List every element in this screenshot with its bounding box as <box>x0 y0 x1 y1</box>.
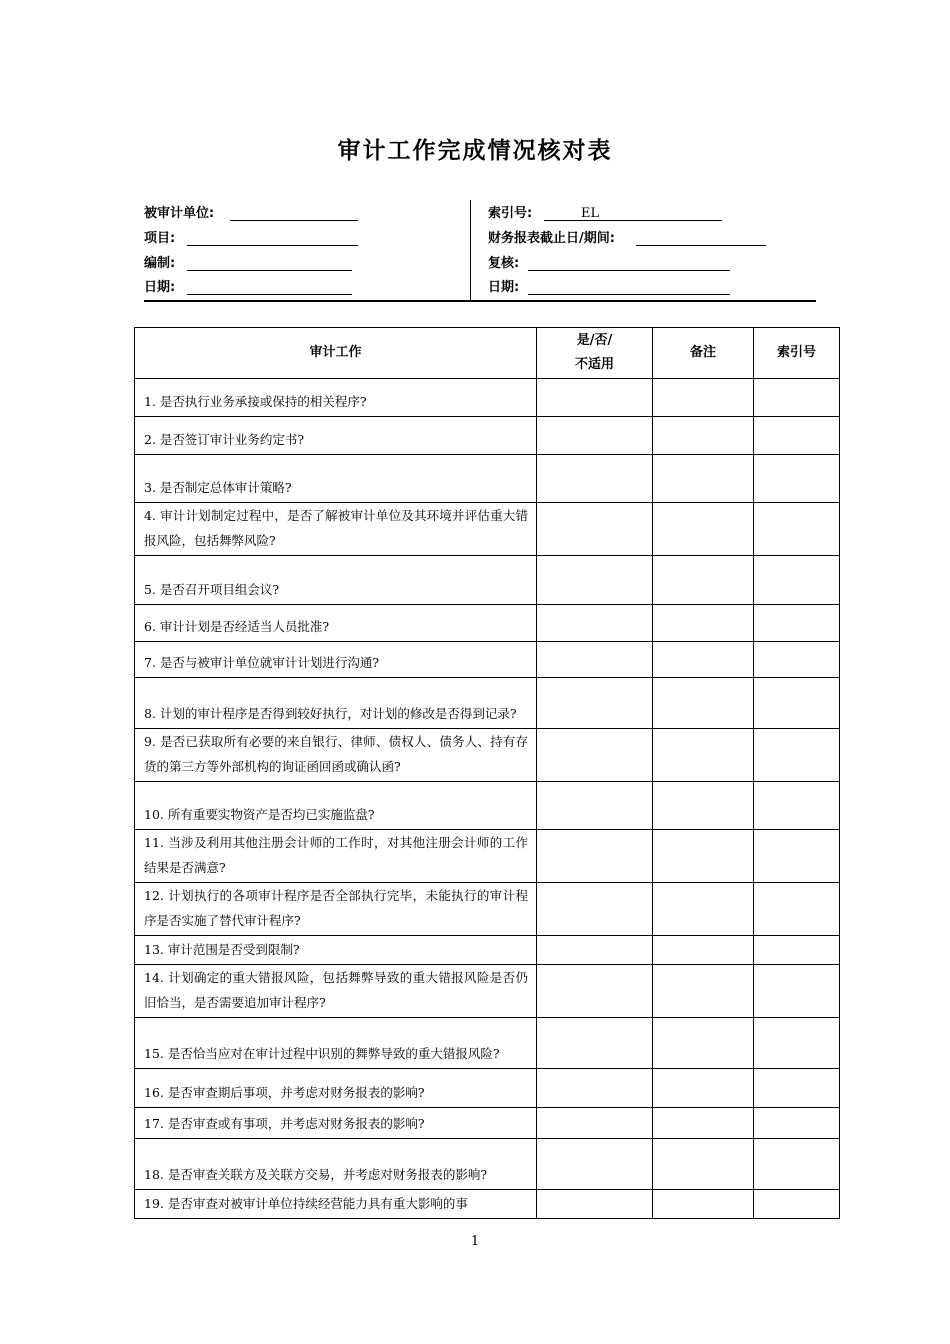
row-text: 9. 是否已获取所有必要的来自银行、律师、债权人、债务人、持有存货的第三方等外部机构的询证函回函或确认函? <box>135 729 537 782</box>
cell-remarks[interactable] <box>653 1139 754 1190</box>
cell-remarks[interactable] <box>653 965 754 1018</box>
field-label: 日期: <box>144 280 176 295</box>
input-line[interactable] <box>187 294 352 295</box>
table-row <box>135 503 840 556</box>
field-report-period <box>488 229 615 249</box>
field-reviewed-by <box>488 254 519 274</box>
cell-index[interactable] <box>754 678 840 729</box>
table-row <box>135 642 840 678</box>
cell-index[interactable] <box>754 455 840 503</box>
cell-remarks[interactable] <box>653 936 754 965</box>
table-row <box>135 782 840 830</box>
cell-index[interactable] <box>754 729 840 782</box>
cell-yes-no[interactable] <box>537 1139 653 1190</box>
cell-yes-no[interactable] <box>537 729 653 782</box>
cell-index[interactable] <box>754 605 840 642</box>
cell-index[interactable] <box>754 782 840 830</box>
field-label: 被审计单位: <box>144 206 215 221</box>
cell-remarks[interactable] <box>653 729 754 782</box>
cell-remarks[interactable] <box>653 883 754 936</box>
row-text: 1. 是否执行业务承接或保持的相关程序? <box>135 379 537 417</box>
row-text: 19. 是否审查对被审计单位持续经营能力具有重大影响的事 <box>135 1190 537 1219</box>
table-row <box>135 729 840 782</box>
cell-yes-no[interactable] <box>537 379 653 417</box>
col-header-yes-no-line1: 是/否/ <box>576 333 613 348</box>
table-row <box>135 1139 840 1190</box>
cell-yes-no[interactable] <box>537 1069 653 1108</box>
table-row <box>135 379 840 417</box>
cell-yes-no[interactable] <box>537 1190 653 1219</box>
table-row <box>135 417 840 455</box>
cell-yes-no[interactable] <box>537 678 653 729</box>
field-audited-unit <box>144 204 214 224</box>
cell-yes-no[interactable] <box>537 936 653 965</box>
input-line[interactable] <box>528 294 730 295</box>
field-label: 日期: <box>488 280 520 295</box>
cell-yes-no[interactable] <box>537 503 653 556</box>
row-text: 5. 是否召开项目组会议? <box>135 556 537 605</box>
cell-index[interactable] <box>754 642 840 678</box>
cell-index[interactable] <box>754 1069 840 1108</box>
input-line[interactable] <box>528 270 730 271</box>
table-row <box>135 883 840 936</box>
audit-checklist-table <box>134 327 840 1219</box>
row-text: 14. 计划确定的重大错报风险，包括舞弊导致的重大错报风险是否仍旧恰当，是否需要追加审计程序? <box>135 965 537 1018</box>
table-row <box>135 678 840 729</box>
cell-index[interactable] <box>754 556 840 605</box>
table-row <box>135 1069 840 1108</box>
cell-remarks[interactable] <box>653 678 754 729</box>
row-text: 16. 是否审查期后事项，并考虑对财务报表的影响? <box>135 1069 537 1108</box>
cell-index[interactable] <box>754 965 840 1018</box>
cell-remarks[interactable] <box>653 417 754 455</box>
col-header-yes-no-na <box>537 328 653 379</box>
row-text: 10. 所有重要实物资产是否均已实施监盘? <box>135 782 537 830</box>
cell-index[interactable] <box>754 1108 840 1139</box>
page-title: 审计工作完成情况核对表 <box>337 138 613 164</box>
cell-index[interactable] <box>754 379 840 417</box>
field-label: 复核: <box>488 256 520 271</box>
cell-remarks[interactable] <box>653 642 754 678</box>
cell-remarks[interactable] <box>653 782 754 830</box>
table-row <box>135 556 840 605</box>
cell-remarks[interactable] <box>653 556 754 605</box>
cell-remarks[interactable] <box>653 1069 754 1108</box>
cell-index[interactable] <box>754 417 840 455</box>
row-text: 18. 是否审查关联方及关联方交易，并考虑对财务报表的影响? <box>135 1139 537 1190</box>
field-date-left <box>144 278 175 298</box>
input-line[interactable] <box>636 245 766 246</box>
page-number: 1 <box>470 1234 480 1249</box>
header-divider <box>470 200 471 300</box>
cell-index[interactable] <box>754 830 840 883</box>
field-date-right <box>488 278 519 298</box>
cell-remarks[interactable] <box>653 1190 754 1219</box>
field-label: 索引号: <box>488 206 533 221</box>
cell-yes-no[interactable] <box>537 782 653 830</box>
row-text: 17. 是否审查或有事项，并考虑对财务报表的影响? <box>135 1108 537 1139</box>
field-project <box>144 229 175 249</box>
cell-index[interactable] <box>754 1190 840 1219</box>
row-text: 4. 审计计划制定过程中，是否了解被审计单位及其环境并评估重大错报风险，包括舞弊风险? <box>135 503 537 556</box>
input-line[interactable] <box>230 220 358 221</box>
cell-remarks[interactable] <box>653 503 754 556</box>
input-line[interactable] <box>544 220 722 221</box>
field-label: 财务报表截止日/期间: <box>488 231 615 246</box>
cell-yes-no[interactable] <box>537 605 653 642</box>
table-row <box>135 455 840 503</box>
field-prepared-by <box>144 254 175 274</box>
field-label: 项目: <box>144 231 176 246</box>
table-header-row <box>135 328 840 379</box>
cell-index[interactable] <box>754 1139 840 1190</box>
cell-yes-no[interactable] <box>537 830 653 883</box>
table-row <box>135 965 840 1018</box>
cell-yes-no[interactable] <box>537 556 653 605</box>
cell-remarks[interactable] <box>653 455 754 503</box>
cell-yes-no[interactable] <box>537 642 653 678</box>
cell-index[interactable] <box>754 936 840 965</box>
cell-remarks[interactable] <box>653 1018 754 1069</box>
cell-yes-no[interactable] <box>537 417 653 455</box>
field-label: 编制: <box>144 256 176 271</box>
table-row <box>135 605 840 642</box>
cell-index[interactable] <box>754 503 840 556</box>
col-header-audit-work: 审计工作 <box>135 328 537 379</box>
field-index-number <box>488 204 600 224</box>
table-row <box>135 1108 840 1139</box>
row-text: 8. 计划的审计程序是否得到较好执行，对计划的修改是否得到记录? <box>135 678 537 729</box>
col-header-index: 索引号 <box>754 328 840 379</box>
row-text: 3. 是否制定总体审计策略? <box>135 455 537 503</box>
cell-yes-no[interactable] <box>537 455 653 503</box>
row-text: 7. 是否与被审计单位就审计计划进行沟通? <box>135 642 537 678</box>
table-row <box>135 1190 840 1219</box>
table-row <box>135 830 840 883</box>
cell-remarks[interactable] <box>653 379 754 417</box>
cell-index[interactable] <box>754 1018 840 1069</box>
col-header-yes-no-line2: 不适用 <box>574 357 614 372</box>
cell-remarks[interactable] <box>653 605 754 642</box>
header-info <box>144 200 816 302</box>
table-row <box>135 1018 840 1069</box>
input-line[interactable] <box>187 270 352 271</box>
field-value: EL <box>581 206 600 221</box>
row-text: 2. 是否签订审计业务约定书? <box>135 417 537 455</box>
cell-yes-no[interactable] <box>537 1018 653 1069</box>
table-row <box>135 936 840 965</box>
cell-yes-no[interactable] <box>537 1108 653 1139</box>
row-text: 12. 计划执行的各项审计程序是否全部执行完毕，未能执行的审计程序是否实施了替代审计程序? <box>135 883 537 936</box>
cell-yes-no[interactable] <box>537 965 653 1018</box>
row-text: 13. 审计范围是否受到限制? <box>135 936 537 965</box>
cell-remarks[interactable] <box>653 1108 754 1139</box>
row-text: 11. 当涉及利用其他注册会计师的工作时，对其他注册会计师的工作结果是否满意? <box>135 830 537 883</box>
cell-remarks[interactable] <box>653 830 754 883</box>
cell-yes-no[interactable] <box>537 883 653 936</box>
input-line[interactable] <box>187 245 358 246</box>
row-text: 15. 是否恰当应对在审计过程中识别的舞弊导致的重大错报风险? <box>135 1018 537 1069</box>
col-header-remarks: 备注 <box>653 328 754 379</box>
cell-index[interactable] <box>754 883 840 936</box>
row-text: 6. 审计计划是否经适当人员批准? <box>135 605 537 642</box>
